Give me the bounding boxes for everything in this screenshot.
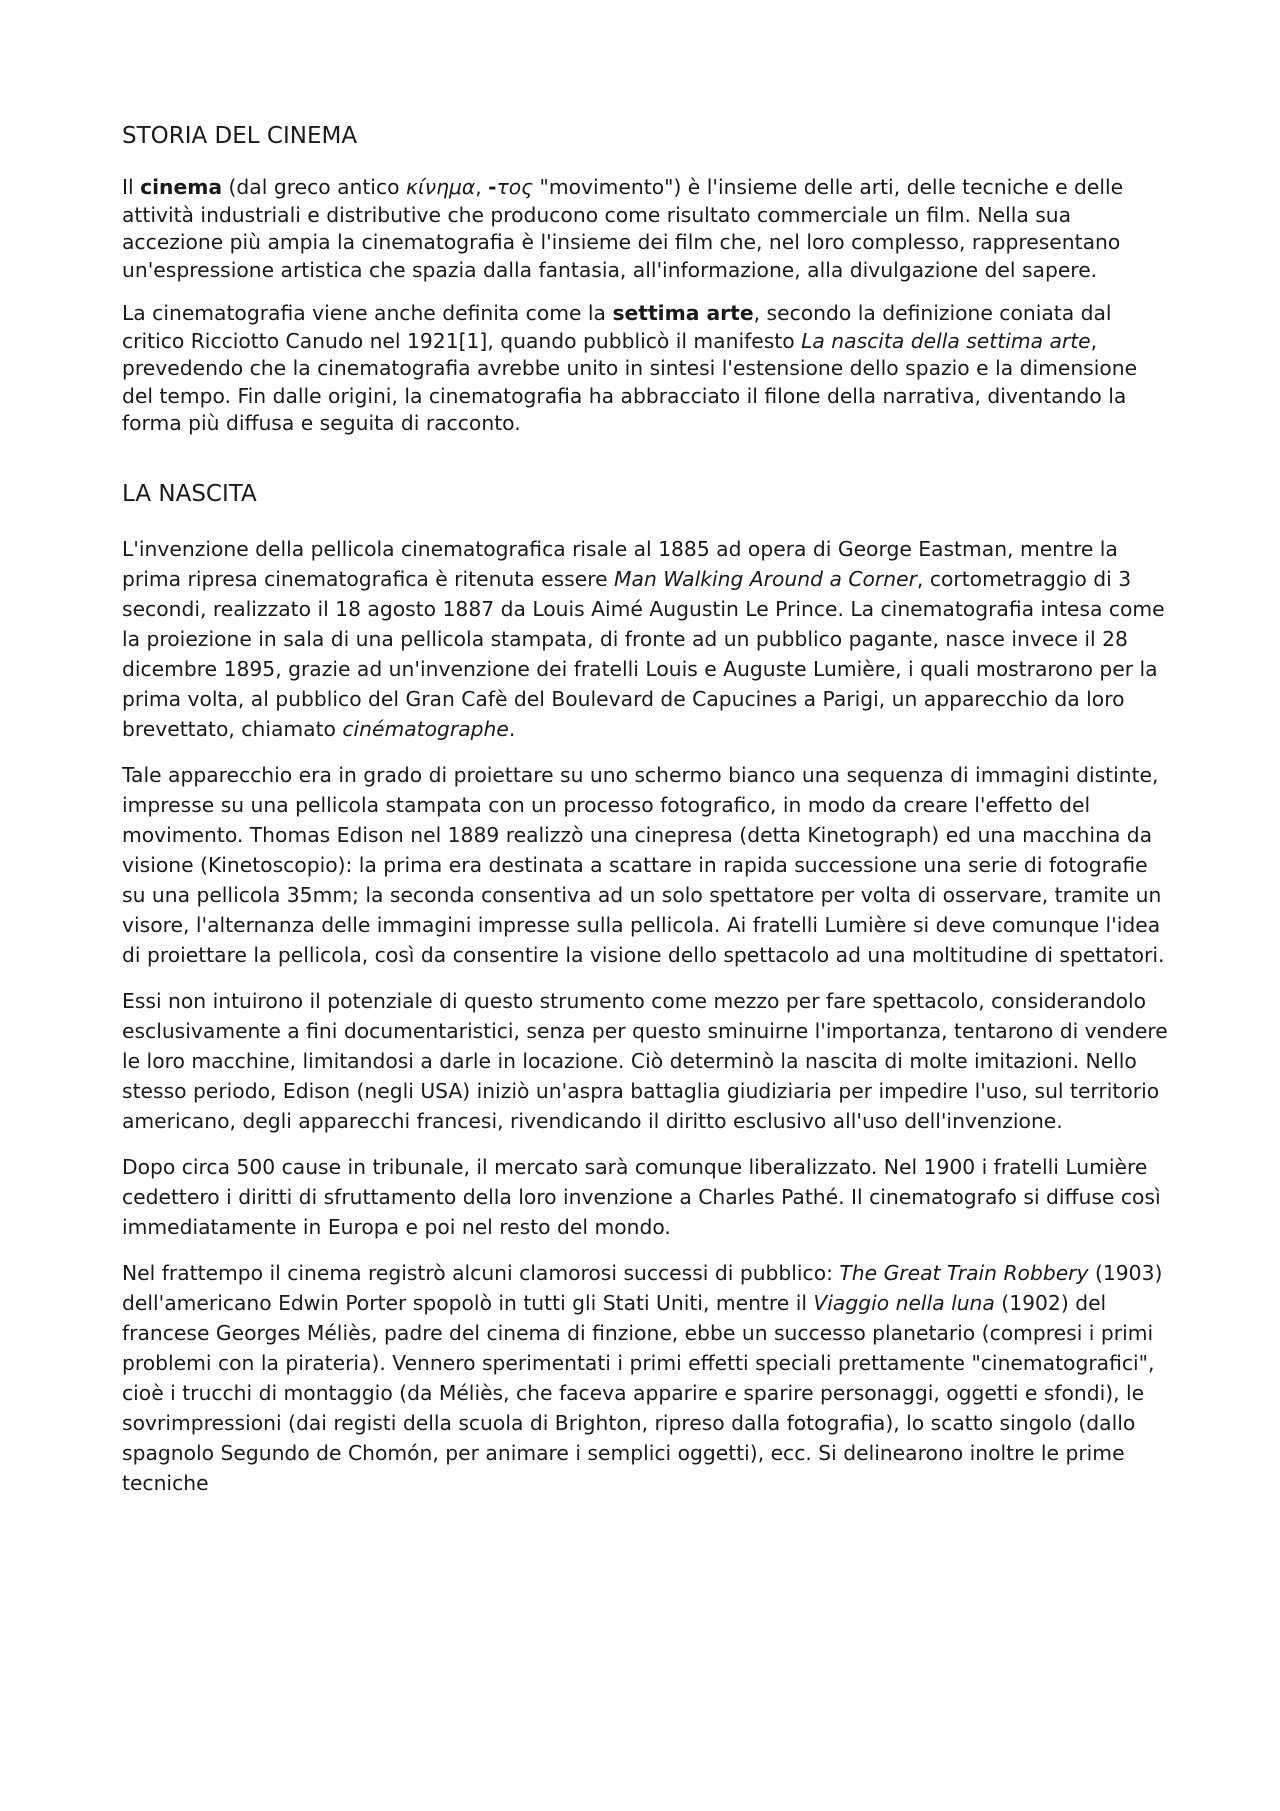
bold-dash: - <box>488 175 497 199</box>
italic-greek-suffix: τος <box>496 175 534 199</box>
italic-cinematographe: cinématographe <box>342 716 509 741</box>
paragraph-settima-arte <box>122 300 1172 438</box>
section-title-nascita: LA NASCITA <box>122 480 257 507</box>
italic-film-title: The Great Train Robbery <box>839 1260 1089 1285</box>
text-run: La cinematografia viene anche definita come la <box>122 301 613 325</box>
italic-manifesto-title: La nascita della settima arte <box>801 328 1091 353</box>
text-run: Nel frattempo il cinema registrò alcuni clamorosi successi di pubblico: <box>122 1260 840 1285</box>
document-page <box>122 120 1172 1514</box>
paragraph-successi <box>122 1258 1172 1498</box>
text-run: "movimento") è l'insieme delle arti, delle tecniche e delle attività industriali e distributive che producono come risultato commerciale un film. Nella sua accezione più ampia la cinematografia è l'insieme dei film che, nel loro complesso, rappresentano un'espressione artistica che spazia dalla fantasia, all'informazione, alla divulgazione del sapere. <box>122 175 1124 282</box>
bold-term-settima-arte: settima arte <box>612 301 754 325</box>
text-run: (1903) dell'americano Edwin Porter spopolò in tutti gli Stati Uniti, mentre il <box>122 1260 1163 1315</box>
section-title-storia: STORIA DEL CINEMA <box>122 123 358 149</box>
paragraph-imitazioni: Essi non intuirono il potenziale di questo strumento come mezzo per fare spettacolo, considerandolo esclusivamente a fini documentaristici, senza per questo sminuirne l'importanza, tentarono di vendere le loro macchine, limitandosi a darle in locazione. Ciò determinò la nascita di molte imitazioni. Nello stesso periodo, Edison (negli USA) iniziò un'aspra battaglia giudiziaria per impedire l'uso, sul territorio americano, degli apparecchi francesi, rivendicando il diritto esclusivo all'uso dell'invenzione. <box>122 988 1168 1133</box>
text-run: , secondo la definizione coniata dal critico Ricciotto Canudo nel 1921[1], quando pubblicò il manifesto <box>122 301 1112 353</box>
text-run: , cortometraggio di 3 secondi, realizzato il 18 agosto 1887 da Louis Aimé Augustin Le Prince. La cinematografia intesa come la proiezione in sala di una pellicola stampata, di fronte ad un pubblico pagante, nasce invece il 28 dicembre 1895, grazie ad un'invenzione dei fratelli Louis e Auguste Lumière, i quali mostrarono per la prima volta, al pubblico del Gran Cafè del Boulevard de Capucines a Parigi, un apparecchio da loro brevettato, chiamato <box>122 566 1165 741</box>
italic-film-title: Viaggio nella luna <box>813 1290 995 1315</box>
paragraph-apparecchio: Tale apparecchio era in grado di proiettare su uno schermo bianco una sequenza di immagini distinte, impresse su una pellicola stampata con un processo fotografico, in modo da creare l'effetto del movimento. Thomas Edison nel 1889 realizzò una cinepresa (detta Kinetograph) ed una macchina da visione (Kinetoscopio): la prima era destinata a scattare in rapida successione una serie di fotografie su una pellicola 35mm; la seconda consentiva ad un solo spettatore per volta di osservare, tramite un visore, l'alternanza delle immagini impresse sulla pellicola. Ai fratelli Lumière si deve comunque l'idea di proiettare la pellicola, così da consentire la visione dello spettacolo ad una moltitudine di spettatori. <box>122 762 1165 967</box>
text-run: , <box>475 175 489 199</box>
text-run: (dal greco antico <box>222 175 406 199</box>
paragraph-cause: Dopo circa 500 cause in tribunale, il mercato sarà comunque liberalizzato. Nel 1900 i fratelli Lumière cedettero i diritti di sfruttamento della loro invenzione a Charles Pathé. Il cinematografo si diffuse così immediatamente in Europa e poi nel resto del mondo. <box>122 1154 1161 1239</box>
text-run: . <box>508 716 516 741</box>
text-run: (1902) del francese Georges Méliès, padre del cinema di finzione, ebbe un successo planetario (compresi i primi problemi con la pirateria). Vennero sperimentati i primi effetti speciali prettamente "cinematografici", cioè i trucchi di montaggio (da Méliès, che faceva apparire e sparire personaggi, oggetti e sfondi), le sovrimpressioni (dai registi della scuola di Brighton, ripreso dalla fotografia), lo scatto singolo (dallo spagnolo Segundo de Chomón, per animare i semplici oggetti), ecc. Si delinearono inoltre le prime tecniche <box>122 1290 1155 1495</box>
text-run: L'invenzione della pellicola cinematografica risale al 1885 ad opera di George Eastman, mentre la prima ripresa cinematografica è ritenuta essere <box>122 536 1118 591</box>
paragraph-invenzione <box>122 534 1172 744</box>
text-run: , prevedendo che la cinematografia avrebbe unito in sintesi l'estensione dello spazio e la dimensione del tempo. Fin dalle origini, la cinematografia ha abbracciato il filone della narrativa, diventando la forma più diffusa e seguita di racconto. <box>122 328 1138 435</box>
italic-greek-term: κίνημα <box>405 175 476 199</box>
bold-term-cinema: cinema <box>140 175 223 199</box>
paragraph-intro <box>122 174 1172 284</box>
text-run: Il <box>122 175 141 199</box>
italic-film-title: Man Walking Around a Corner <box>614 566 917 591</box>
